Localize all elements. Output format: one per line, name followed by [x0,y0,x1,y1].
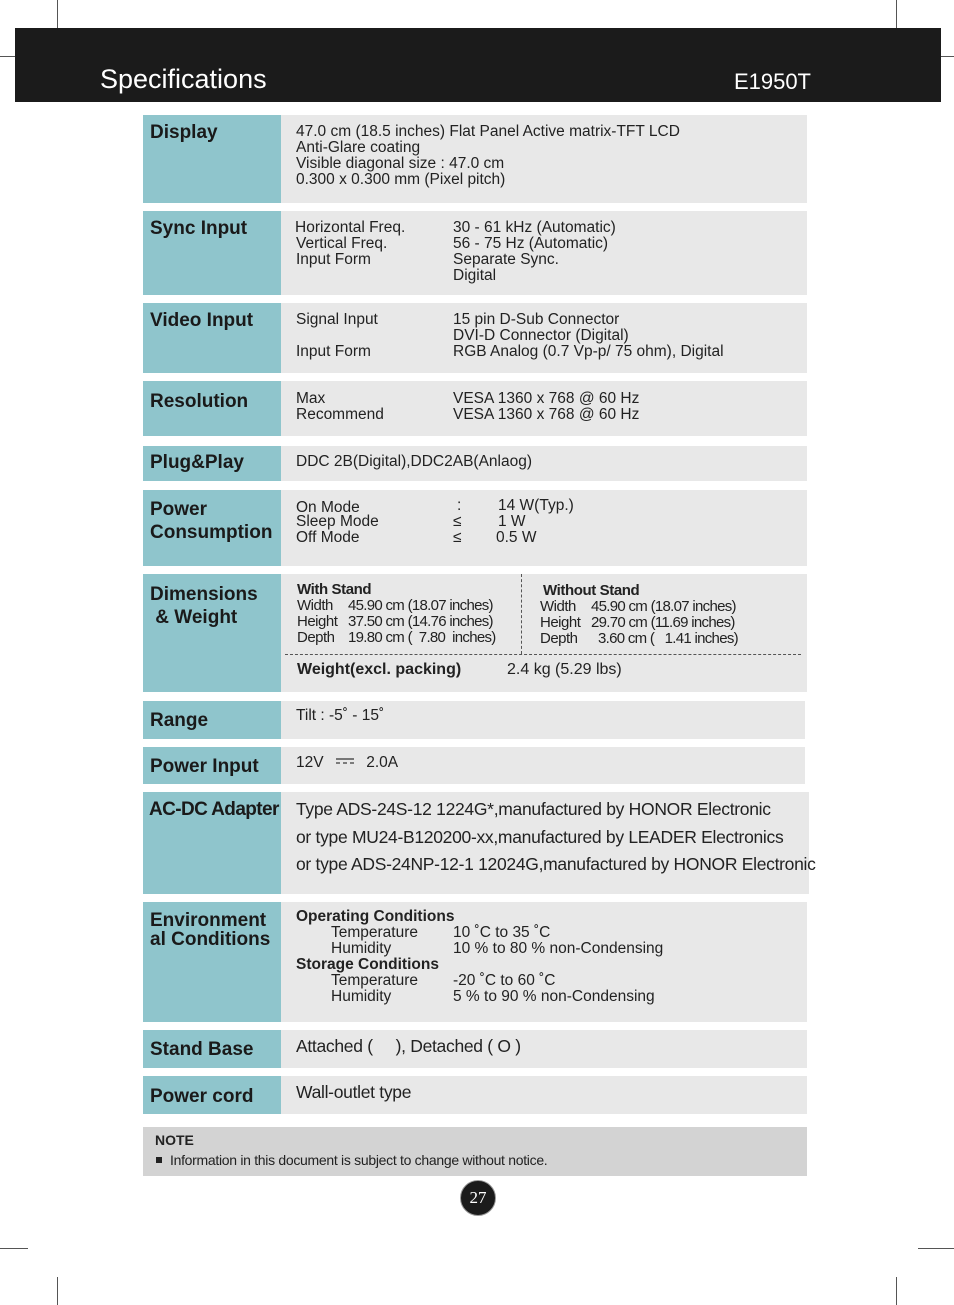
sync-key: Horizontal Freq. [295,219,406,236]
resolution-label: Resolution [143,381,281,436]
power-mode-value: 14 W(Typ.) [498,497,574,514]
video-input-content [281,303,807,373]
with-stand-value: 37.50 cm (14.76 inches) [348,613,493,630]
environment-label-line: al Conditions [150,929,271,950]
video-input-label: Video Input [143,303,281,373]
power-consumption-label-line: Power [150,499,208,520]
crop-mark [896,1277,897,1305]
crop-mark [0,1248,28,1249]
operating-value: 10 % to 80 % non-Condensing [453,940,664,957]
note-text: Information in this document is subject to change without notice. [170,1152,548,1168]
dimensions-content [281,574,807,692]
storage-key: Temperature [331,972,419,989]
weight-label: Weight(excl. packing) [297,661,462,678]
sync-value: Digital [453,267,497,284]
adapter-line: or type MU24-B120200-xx,manufactured by LEADER Electronics [296,827,784,847]
weight-value: 2.4 kg (5.29 lbs) [507,661,622,678]
ac-dc-adapter-content [281,792,816,894]
without-stand-value: 29.70 cm (11.69 inches) [591,614,735,631]
storage-conditions-title: Storage Conditions [296,956,439,973]
adapter-line: Type ADS-24S-12 1224G*,manufactured by HONOR Electronic [296,799,771,819]
display-line: Anti-Glare coating [296,139,421,156]
sync-key: Input Form [296,251,371,268]
operating-value: 10 ˚C to 35 ˚C [453,924,551,941]
environment-content [281,902,807,1022]
power-mode-value: 1 W [498,513,526,530]
without-stand-value: 45.90 cm (18.07 inches) [591,598,736,615]
crop-mark [0,56,15,57]
display-content [281,115,807,203]
crop-mark [896,0,897,28]
video-value: DVI-D Connector (Digital) [453,327,629,344]
video-value: 15 pin D-Sub Connector [453,311,620,328]
power-input-current: 2.0A [366,754,399,771]
stand-base-value: Attached ( ), Detached ( O ) [296,1036,521,1056]
with-stand-key: Depth [297,629,335,646]
operating-key: Temperature [331,924,419,941]
power-cord-label: Power cord [143,1076,281,1114]
model-number: E1950T [733,69,811,94]
plug-play-value: DDC 2B(Digital),DDC2AB(Anlaog) [296,453,533,470]
with-stand-title: With Stand [297,581,372,598]
with-stand-key: Height [297,613,338,630]
bullet-icon [156,1157,162,1163]
resolution-value: VESA 1360 x 768 @ 60 Hz [453,390,640,407]
environment-label-line: Environment [150,910,267,931]
power-mode-key: Sleep Mode [296,513,379,530]
stand-base-label: Stand Base [143,1030,281,1068]
crop-mark [918,1248,954,1249]
storage-value: 5 % to 90 % non-Condensing [453,988,655,1005]
range-content [281,701,805,739]
range-value: Tilt : -5˚ - 15˚ [296,707,385,724]
power-input-value [296,755,398,771]
display-line: 0.300 x 0.300 mm (Pixel pitch) [296,171,506,188]
sync-input-content [281,211,807,295]
power-mode-key: On Mode [296,499,360,516]
page-number: 27 [460,1180,496,1216]
plug-play-content [281,446,807,481]
plug-play-label: Plug&Play [143,446,281,481]
operating-conditions-title: Operating Conditions [296,908,455,925]
resolution-value: VESA 1360 x 768 @ 60 Hz [453,406,640,423]
dimensions-label [143,574,281,692]
resolution-key: Max [296,390,326,407]
with-stand-value: 45.90 cm (18.07 inches) [348,597,493,614]
video-value: RGB Analog (0.7 Vp-p/ 75 ohm), Digital [453,343,724,360]
crop-mark [941,56,954,57]
without-stand-key: Height [540,614,581,631]
range-label: Range [143,701,281,739]
power-mode-symbol: ≤ [453,529,462,546]
note-title: NOTE [155,1132,194,1148]
power-input-voltage: 12V [296,754,324,771]
without-stand-key: Width [540,598,576,615]
power-mode-symbol: ≤ [453,513,462,530]
power-input-content [281,747,805,784]
header-bar [15,28,941,102]
note-box [143,1127,807,1176]
crop-mark [57,0,58,28]
without-stand-value: 3.60 cm ( 1.41 inches) [598,630,738,647]
resolution-key: Recommend [296,406,384,423]
sync-value: 30 - 61 kHz (Automatic) [453,219,616,236]
sync-value: Separate Sync. [453,251,559,268]
display-line: Visible diagonal size : 47.0 cm [296,155,505,172]
with-stand-key: Width [297,597,333,614]
with-stand-value: 19.80 cm ( 7.80 inches) [348,629,496,646]
power-consumption-label-line: Consumption [150,522,273,543]
dc-current-symbol-icon [336,757,354,765]
sync-value: 56 - 75 Hz (Automatic) [453,235,609,252]
ac-dc-adapter-label: AC-DC Adapter [143,792,281,894]
without-stand-key: Depth [540,630,578,647]
display-label: Display [143,115,281,203]
video-key: Signal Input [296,311,378,328]
storage-key: Humidity [331,988,392,1005]
power-mode-value: 0.5 W [496,529,537,546]
power-input-label: Power Input [143,747,281,784]
page-title: Specifications [100,64,267,94]
row-divider [285,654,801,655]
resolution-content [281,381,807,436]
power-mode-key: Off Mode [296,529,360,546]
storage-value: -20 ˚C to 60 ˚C [453,972,556,989]
adapter-line: or type ADS-24NP-12-1 12024G,manufactured by HONOR Electronic [296,854,816,874]
note-text-line [156,1152,547,1168]
power-mode-symbol: : [457,497,462,514]
sync-key: Vertical Freq. [296,235,388,252]
display-line: 47.0 cm (18.5 inches) Flat Panel Active matrix-TFT LCD [296,123,680,140]
without-stand-title: Without Stand [543,582,640,599]
power-cord-value: Wall-outlet type [296,1082,412,1102]
sync-input-label: Sync Input [143,211,281,295]
stand-base-content [281,1030,807,1068]
column-divider [521,574,522,654]
power-consumption-label [143,490,281,566]
operating-key: Humidity [331,940,392,957]
environment-label [143,902,281,1022]
dimensions-label-line: Dimensions [150,584,258,605]
video-key: Input Form [296,343,371,360]
power-consumption-content [281,490,807,566]
power-cord-content [281,1076,807,1114]
dimensions-label-line: & Weight [150,607,238,628]
crop-mark [57,1277,58,1305]
